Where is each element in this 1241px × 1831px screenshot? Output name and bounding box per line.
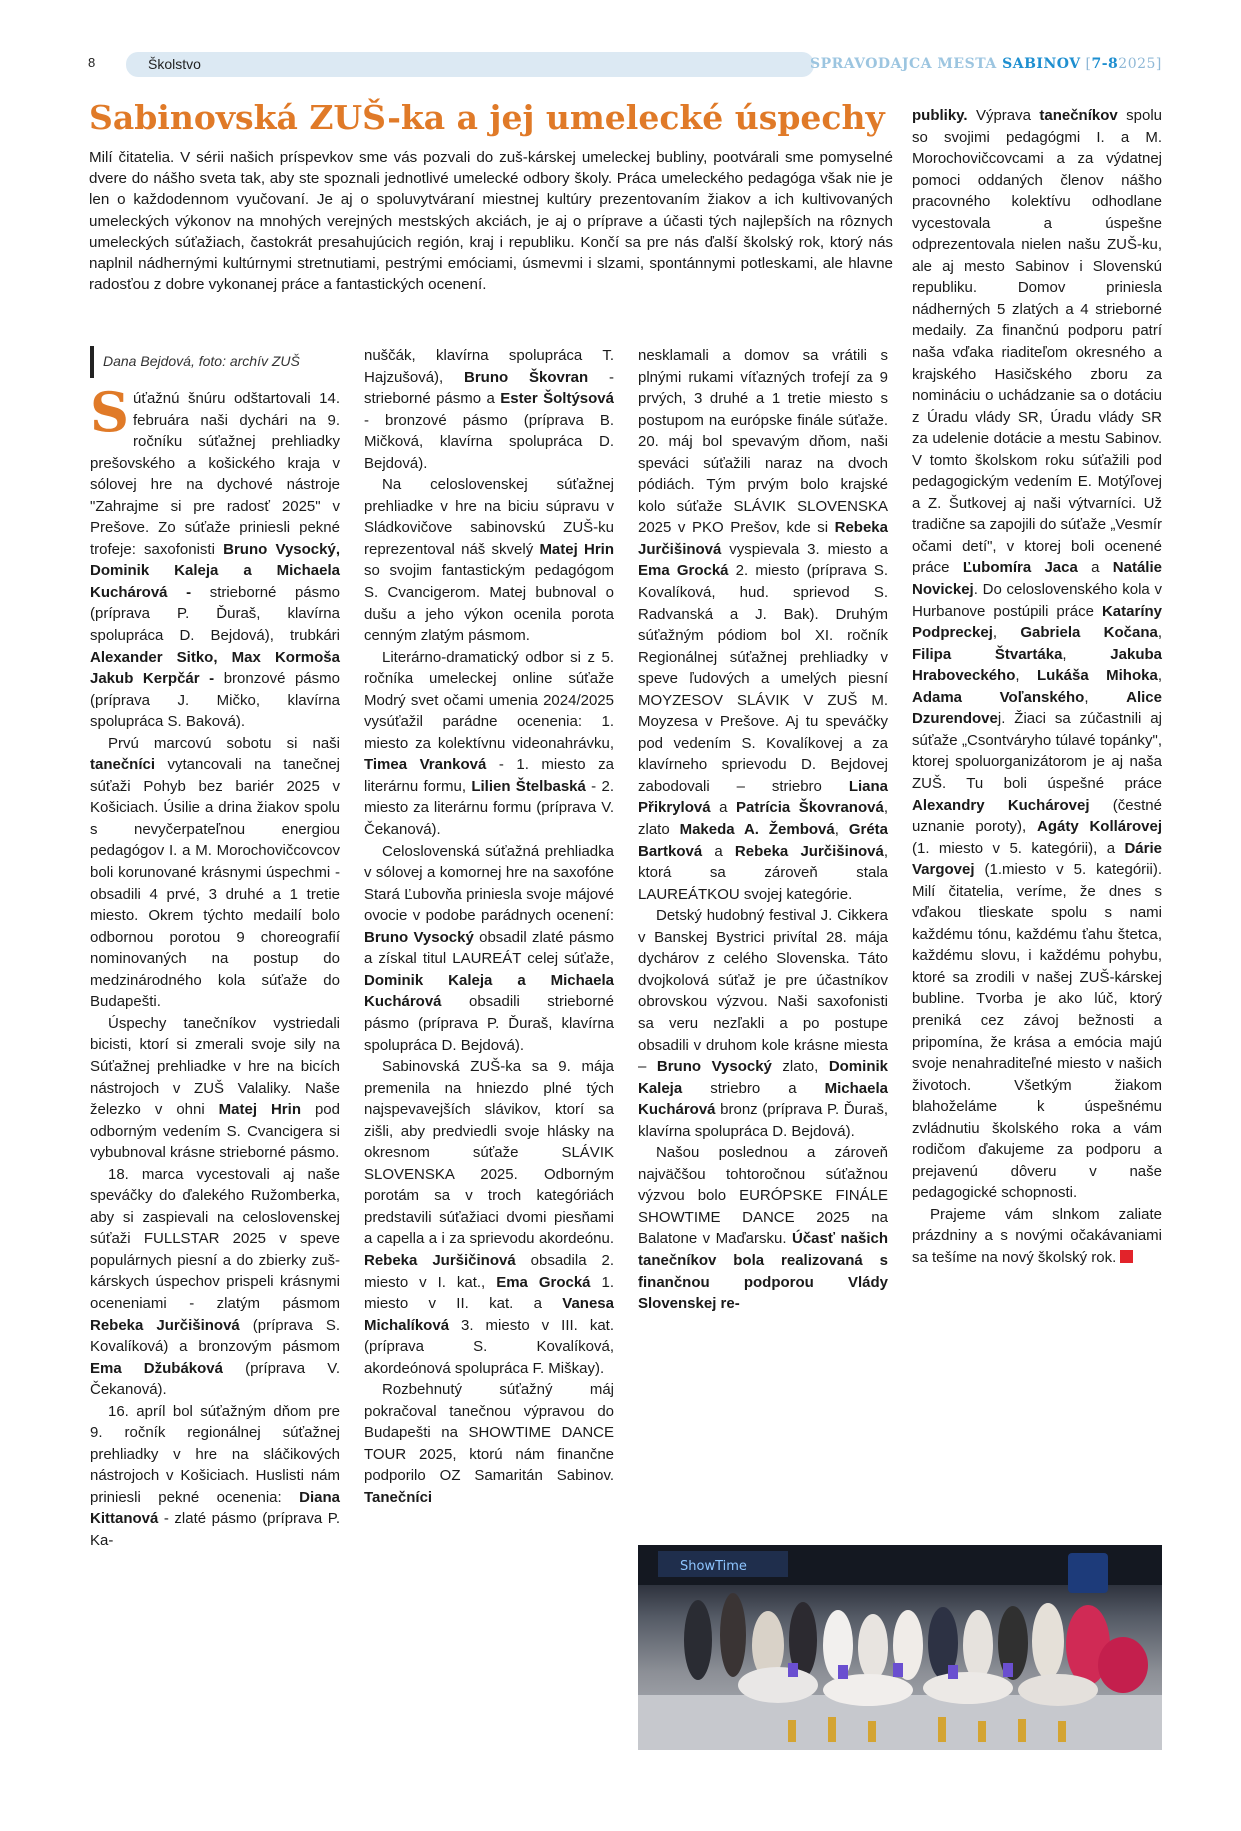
names: Patrícia Škovranová [736,799,884,817]
names: Ľubomíra Jaca [962,559,1078,577]
text: , [1157,667,1162,685]
text: vyspievala 3. miesto a [721,540,888,558]
names: Gréta Bartková [638,821,888,860]
text: zlato, [771,1058,829,1076]
text: Literárno-dramatický odbor si z 5. ročníka umeleckej online súťaže Modrý svet očami umenia 2024/2025 vysúťažil parádne ocenenia: 1. miesto za kolektívnu videonahrávku, [364,648,614,752]
names: Kataríny Podpreckej [912,602,1162,642]
masthead-part2: SABINOV [1002,56,1081,72]
masthead-issue: 7-8 [1091,56,1119,72]
paragraph [364,647,614,841]
paragraph [364,1379,614,1508]
text: - strieborné pásmo a [364,368,614,408]
names: tanečníkov [1039,107,1118,124]
names: Rebeka Jurčišinová [734,842,884,860]
paragraph [90,733,340,1013]
text-column-2 [364,345,614,1509]
text: obsadili strieborné pásmo (príprava P. Ďuraš, klavírna spolupráca D. Bejdová). [364,993,614,1054]
text: Výprava [967,107,1040,124]
paragraph [90,380,340,733]
paragraph [638,1142,888,1314]
section-bar [126,52,814,77]
section-label: Školstvo [148,56,201,72]
names: Agáty Kollárovej [1037,818,1162,836]
names: Účasť našich tanečníkov bola realizovaná s finančnou podporou Vlády Slovenskej re- [638,1230,889,1313]
text-column-1 [90,380,341,1552]
text: 18. marca vycestovali aj naše speváčky do ďalekého Ružomberka, aby si zaspievali na celoslovenskej súťaži FULLSTAR 2025 v speve populárnych piesní a do zbierky zuš-kárskych úspechov prispeli krásnymi oceneniami - zlatým pásmom [90,1165,340,1312]
names: Vanesa Michalíková [364,1295,614,1334]
text: obsadila 2. miesto v I. kat., [364,1251,614,1291]
text: Prajeme vám slnkom zaliate prázdniny a s novými očakávaniami sa tešíme na nový školský rok. [912,1205,1162,1266]
names: Rebeka Jurčišinová [638,519,888,558]
text: Úspechy tanečníkov vystriedali bicisti, ktorí si zmerali svoje sily na Súťažnej prehliadke v hre na bicích nástrojoch v ZUŠ Valaliky. Naše železko v ohni [90,1014,340,1119]
names: publiky. [912,107,968,124]
masthead-part1: SPRAVODAJCA MESTA [810,56,1003,72]
names: Dominik Kaleja a Michaela Kuchárová [364,971,614,1011]
names: Ema Grocká [638,562,729,580]
masthead-year: 2025] [1118,56,1162,72]
names: Dominik Kaleja [638,1058,888,1097]
names: Diana Kittanová [90,1488,340,1528]
names: Alice Dzurendove [912,688,1162,728]
text: 16. apríl bol súťažným dňom pre 9. ročník regionálnej súťažnej prehliadky v hre na sláčikových nástrojoch v Košiciach. Huslisti nám priniesli pekné ocenenia: [90,1402,340,1506]
names: Adama Voľanského [912,688,1085,706]
photo-banner: ShowTime [680,1559,747,1574]
names: Liana Přikrylová [638,777,888,817]
text: , [1084,688,1127,706]
text: bronz (príprava P. Ďuraš, klavírna spolupráca D. Bejdová). [638,1101,888,1140]
text: - bronzové pásmo (príprava B. Mičková, klavírna spolupráca D. Bejdová). [364,411,614,472]
text: Na celoslovenskej súťažnej prehliadke v hre na biciu súpravu v Sládkovičove sabinovskú ZUŠ-ku reprezentoval náš skvelý [364,476,614,558]
text: (1.miesto v 5. kategórii). Milí čitatelia, veríme, že dnes s vďakou tlieskate spolu s nami každému tónu, každému ťahu štetca, každému slovu, i každému pohybu, ktoré sa zrodili v našej ZUŠ-kárskej bubline. Tvorba je ako lúč, ktorý preniká cez závoj bežnosti a pripomína, že krása a emócia majú svoje nenahraditeľné miesto v našich životoch. Všetkým žiakom blahoželáme k úspešnému zvládnutiu školského roka a vám rodičom ďakujeme za podporu a prejavenú dôveru v naše pedagogické schopnosti. [912,861,1162,1202]
text: Rozbehnutý súťažný máj pokračoval tanečnou výpravou do Budapešti na SHOWTIME DANCE TOUR 2025, ktorú nám finančne podporilo OZ Samaritán Sabinov. [364,1381,614,1485]
text: so svojim fantastickým pedagógom S. Cvancigerom. Matej bubnoval o dušu a jeho výkon ocenila porota cenným zlatým pásmom. [364,562,614,645]
names: Timea Vranková [364,756,487,774]
paragraph [912,105,1162,1204]
group-photo-illustration [638,1545,1162,1750]
text: spolu so svojimi pedagógmi I. a M. Morochovičcovcami a za výdatnej pomoci oddaných členov nášho pracovného kolektívu odhodlane vycestovala a úspešne odprezentovala nielen našu ZUŠ-ku, ale aj mesto Sabinov i Slovenskú republiku. Domov priniesla nádherných 5 zlatých a 4 strieborné medaily. Za finančnú podporu patrí naša vďaka riaditeľom okresného a krajského Hasičského zboru za nomináciu o uchádzanie sa o dotáciu z Úradu vlády SR, Úradu vlády SR za udelenie dotácie a mestu Sabinov. V tomto školskom roku súťažili pod pedagogickým vedením E. Motýľovej a Z. Šutkovej aj naši výtvarníci. Už tradične sa zapojili do súťaže „Vesmír očami detí", v ktorej boli ocenené práce [912,107,1162,577]
byline: Dana Bejdová, foto: archív ZUŠ [90,346,343,378]
names: Rebeka Juršičinová [364,1251,516,1269]
text: Detský hudobný festival J. Cikkera v Banskej Bystrici privítal 28. mája dychárov z celého Slovenska. Táto dvojkolová súťaž je pre účastníkov obrovskou výzvou. Naši saxofonisti sa veru nezľakli a po postupe obsadili v druhom kole krásne miesta – [638,907,888,1076]
article-title: Sabinovská ZUŠ-ka a jej umelecké úspechy [89,98,885,137]
text: , ktorá sa zároveň stala LAUREÁTKOU svojej kategórie. [638,842,888,903]
names: Alexandry Kuchárovej [912,796,1090,814]
paragraph [364,474,614,646]
text: - zlaté pásmo (príprava P. Ka- [90,1510,340,1549]
text: - 1. miesto za literárnu formu, [364,756,614,795]
text: pod odborným vedením S. Cvancigera si vybubnoval krásne strieborné pásmo. [90,1101,340,1162]
masthead-bracket: [ [1080,56,1092,72]
text: - 2. miesto za literárnu formu (príprava V. Čekanová). [364,777,614,839]
names: Alexander Sitko, Max Kormoša Jakub Kerpčár - [90,648,340,688]
paragraph [90,1401,340,1552]
paragraph [364,345,614,474]
text: Sabinovská ZUŠ-ka sa 9. mája premenila na hniezdo plné tých najspevavejších slávikov, ktorí sa zišli, aby predviedli svoje hlásky na okresnom súťaže SLÁVIK SLOVENSKA 2025. Odborným porotám sa v troch kategóriách predstavili súťažiaci dvomi piesňami a capella a i za sprievodu akordeónu. [364,1058,614,1248]
text: nuščák, klavírna spolupráca T. Hajzušová), [364,347,614,386]
text: , [992,624,1021,642]
masthead [810,56,1162,72]
text-column-3 [638,345,888,1315]
text: bronzové pásmo (príprava J. Mičko, klavírna spolupráca S. Baková). [90,670,340,731]
text: Našou poslednou a zároveň najväčšou tohtoročnou súťažnou výzvou bolo EURÓPSKE FINÁLE SHOWTIME DANCE 2025 na Balatone v Maďarsku. [638,1144,888,1248]
names: Jakuba Hraboveckého [912,645,1162,685]
names: Matej Hrin [218,1101,301,1119]
names: Dárie Vargovej [912,839,1162,879]
text: (1. miesto v 5. kategórii), a [912,839,1125,857]
paragraph [90,1164,340,1401]
text: j. Žiaci sa zúčastnili aj súťaže „Csontváryho túlavé topánky", ktorej spoluorganizátorom je aj naša ZUŠ. Tu boli úspešné práce [912,710,1162,792]
photo-floor [638,1695,1162,1750]
text: úťažnú šnúru odštartovali 14. februára naši dychári na 9. ročníku súťažnej prehliadky prešovského a košického kraja v sólovej hre na dychové nástroje "Zahrajme si pre radosť 2025" v Prešove. Zo súťaže priniesli pekné trofeje: saxofonisti [90,390,340,558]
text: . Do celoslovenského kola v Hurbanove postúpili práce [912,581,1162,620]
names: Makeda A. Žembová [679,821,835,839]
end-mark-icon [1120,1250,1133,1263]
names: Bruno Vysocký [364,928,474,946]
page-number: 8 [88,55,96,70]
names: Bruno Vysocký [656,1058,772,1076]
paragraph [638,905,888,1142]
text: 2. miesto (príprava S. Kovalíková, hud. sprievod S. Radvanská a J. Bak). Druhým súťažným pódiom bol XI. ročník Regionálnej súťažnej prehliadky v speve ľudových a umelých piesní MOYZESOV SLÁVIK V ZUŠ M. Moyzesa v Prešove. Aj tu speváčky pod vedením S. Kovalíkovej a za klavírneho sprievodu D. Bejdovej zabodovali – striebro [638,562,888,795]
text: Celoslovenská súťažná prehliadka v sólovej a komornej hre na saxofóne Stará Ľubovňa priniesla svoje májové ovocie v podobe parádnych ocenení: [364,842,614,925]
names: Lukáša Mihoka [1037,667,1158,685]
names: Lilien Štelbaská [471,777,586,795]
text-column-4 [912,105,1162,1269]
drop-cap: S [90,380,129,444]
text: , [1062,645,1111,663]
text: a [702,842,735,860]
paragraph [90,1013,340,1164]
names: tanečníci [90,756,156,774]
text: vytancovali na tanečnej súťaži Pohyb bez bariér 2025 v Košiciach. Úsilie a drina žiakov spolu s nevyčerpateľnou energiou pedagógov I. a M. Morochovičcovcov boli korunované krásnymi úspechmi - obsadili 4 prvé, 3 druhé a 1 tretie miesto. Okrem týchto medailí bolo odbornou porotou 9 choreografií nominovaných na postup do medzinárodného kola súťaže do Budapešti. [90,756,340,1011]
text: (príprava V. Čekanová). [90,1359,341,1399]
text: (čestné uznanie poroty), [912,796,1162,836]
names: Bruno Škovran [464,368,589,386]
names: Natálie Novickej [912,559,1162,599]
names: Rebeka Jurčišinová [90,1316,240,1334]
text: strieborné pásmo (príprava P. Ďuraš, klavírna spolupráca D. Bejdová), trubkári [90,583,340,645]
names: Gabriela Kočana [1020,624,1158,642]
text: , [1015,667,1037,685]
paragraph [364,1056,614,1379]
group-photo [638,1545,1162,1750]
text: nesklamali a domov sa vrátili s plnými rukami víťazných trofejí za 9 prvých, 3 druhé a 1 tretie miesto s postupom na európske finále súťaže. 20. máj bol spevavým dňom, naši speváci súťažili naraz na dvoch pódiách. Tým prvým bolo krajské kolo súťaže SLÁVIK SLOVENSKA 2025 v PKO Prešov, kde si [638,347,888,537]
text: 1. miesto v II. kat. a [364,1273,614,1313]
text: , zlato [638,799,888,839]
names: Ema Džubáková [90,1359,223,1377]
text: , [834,821,849,839]
paragraph [364,841,614,1056]
text: obsadil zlaté pásmo a získal titul LAUREÁT celej súťaže, [364,928,614,968]
paragraph [638,345,888,905]
paragraph [912,1204,1162,1269]
names: Matej Hrin [539,540,615,558]
text: a [710,799,737,817]
names: Ester Šoltýsová [500,390,614,408]
text: (príprava S. Kovalíková) a bronzovým pásmom [90,1316,341,1356]
article-intro: Milí čitatelia. V sérii našich príspevkov sme vás pozvali do zuš-kárskej umeleckej bubliny, pootvárali sme pomyselné dvere do nášho sveta tak, aby ste spoznali jednotlivé umelecké odbory školy. Práca umeleckého pedagóga však nie je len o každodennom vyučovaní. Je aj o spoluvytváraní miestnej kultúry prezentovaním žiakov a ich kultivovaných umeleckých výkonov na mnohých verejných mestských akciách, je aj o príprave a účasti tých najlepších na rôznych umeleckých súťažiach, častokrát presahujúcich región, kraj i republiku. Končí sa pre nás ďalší školský rok, ktorý nás naplnil nádhernými kultúrnymi stretnutiami, pestrými emóciami, úsmevmi i slzami, spontánnymi potleskami, ale hlavne radosťou z dobre vykonanej práce a fantastických ocenení. [89,149,893,294]
text: Prvú marcovú sobotu si naši [108,734,340,752]
names: Ema Grocká [496,1273,591,1291]
names: Bruno Vysocký, Dominik Kaleja a Michaela Kuchárová - [90,540,340,601]
names: Michaela Kuchárová [638,1079,888,1119]
text: 3. miesto v III. kat. (príprava S. Kovalíková, akordeónová spolupráca F. Miškay). [364,1316,614,1377]
text: , [1157,624,1162,642]
page-header [0,52,1241,78]
text: a [1077,559,1113,577]
text: striebro a [682,1079,825,1097]
names: Filipa Štvartáka [912,645,1063,663]
names: Tanečníci [364,1488,433,1506]
photo-banner-logo [1068,1553,1108,1593]
